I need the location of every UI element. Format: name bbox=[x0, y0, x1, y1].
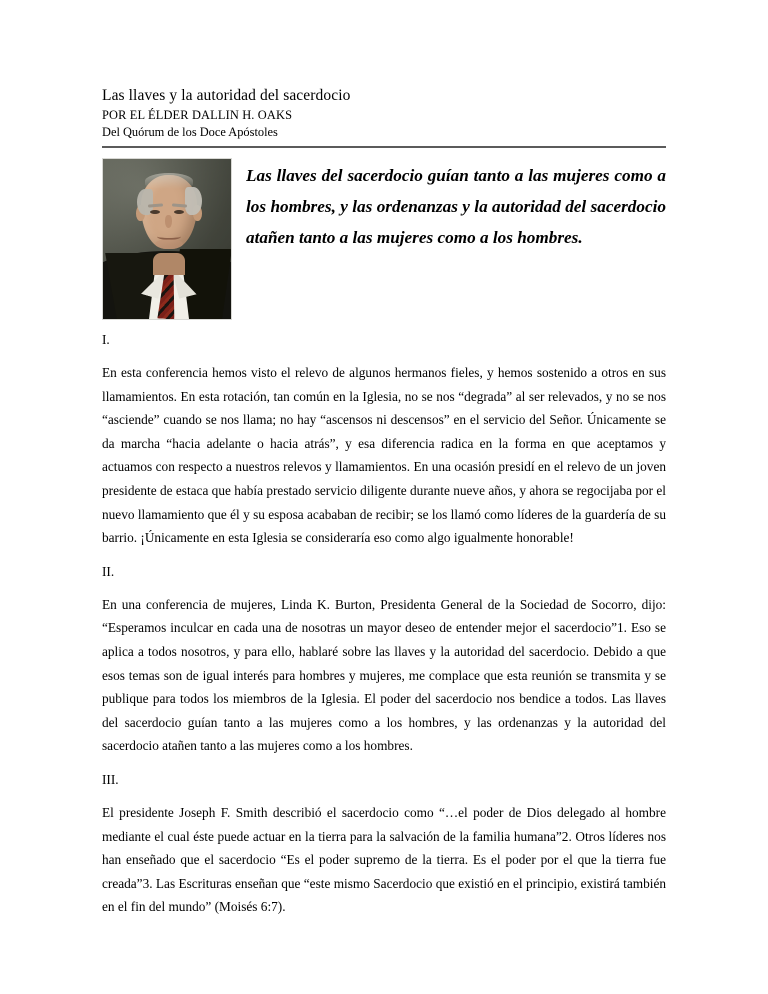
author-byline: POR EL ÉLDER DALLIN H. OAKS bbox=[102, 108, 293, 122]
section-number-2: II. bbox=[102, 563, 115, 579]
section-1-paragraph-1: En esta conferencia hemos visto el relevo de algunos hermanos fieles, y hemos sostenido a otros en sus llamamientos. En esta rotación, tan común en la Iglesia, no se nos “degrada” al ser relevados, y no se nos “asciende” cuando se nos llama; no hay “ascensos ni descensos” en el servicio del Señor. Únicamente se da marcha “hacia adelante o hacia atrás”, y esa diferencia radica en la forma en que aceptamos y actuamos con respecto a nuestros relevos y llamamientos. En una ocasión presidí en el relevo de un joven presidente de estaca que había prestado servicio diligente durante nueve años, y ahora se regocijaba por el nuevo llamamiento que él y su esposa acababan de recibir; se los llamó como líderes de la guardería de su barrio. ¡Únicamente en esta Iglesia se consideraría eso como algo igualmente honorable! bbox=[102, 365, 666, 546]
author-affiliation: Del Quórum de los Doce Apóstoles bbox=[102, 124, 278, 139]
portrait-nose bbox=[165, 215, 172, 228]
hero-block bbox=[102, 158, 666, 324]
author-portrait-image bbox=[102, 158, 232, 320]
portrait-eye-right bbox=[174, 210, 184, 214]
page-title: Las llaves y la autoridad del sacerdocio bbox=[102, 87, 351, 104]
document-content bbox=[102, 86, 666, 919]
section-2-paragraph-1: En una conferencia de mujeres, Linda K. Burton, Presidenta General de la Sociedad de Socorro, dijo: “Esperamos inculcar en cada una de nosotras un mayor deseo de entender mejor el sacerdocio”1. Eso se aplica a todos nosotros, y para ello, hablaré sobre las llaves y la autoridad del sacerdocio. Debido a que esos temas son de igual interés para hombres y mujeres, me complace que esta reunión se transmita y se publique para todos los miembros de la Iglesia. El poder del sacerdocio nos bendice a todos. Las llaves del sacerdocio guían tanto a las mujeres como a los hombres, y las ordenanzas y la autoridad del sacerdocio atañen tanto a las mujeres como a los hombres. bbox=[102, 596, 666, 754]
section-number-1: I. bbox=[102, 332, 110, 347]
portrait-hair-right bbox=[185, 187, 202, 215]
section-number-3: III. bbox=[102, 771, 119, 787]
portrait-chin bbox=[155, 239, 183, 249]
portrait-neck bbox=[153, 253, 185, 275]
pull-quote: Las llaves del sacerdocio guían tanto a las mujeres como a los hombres, y las ordenanzas y la autoridad del sacerdocio atañen tanto a las mujeres como a los hombres. bbox=[246, 166, 666, 247]
header-divider bbox=[102, 146, 666, 148]
portrait-eye-left bbox=[150, 210, 160, 214]
section-3-paragraph-1: El presidente Joseph F. Smith describió el sacerdocio como “…el poder de Dios delegado al hombre mediante el cual éste puede actuar en la tierra para la salvación de la familia humana”2. Otros líderes nos han enseñado que el sacerdocio “Es el poder supremo de la tierra. Es el poder por el que la tierra fue creada”3. Las Escrituras enseñan que “este mismo Sacerdocio que existió en el principio, existirá también en el fin del mundo” (Moisés 6:7). bbox=[102, 804, 666, 915]
